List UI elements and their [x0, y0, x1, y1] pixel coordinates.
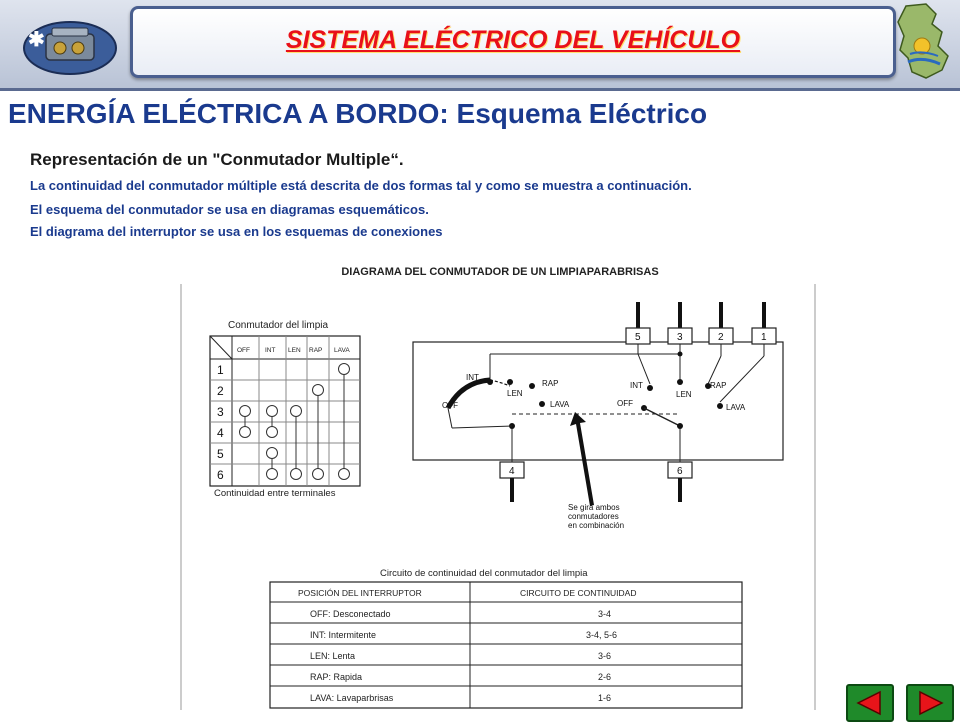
regional-map-logo-icon — [892, 2, 958, 82]
left-contact-len — [507, 379, 513, 385]
matrix-node — [240, 427, 251, 438]
table-cell-continuity: 3-6 — [598, 651, 612, 661]
table-header-position: POSICIÓN DEL INTERRUPTOR — [298, 588, 422, 598]
terminal-label-2: 2 — [718, 332, 724, 343]
terminal-label-3: 3 — [677, 332, 683, 343]
engine-logo-icon — [20, 8, 120, 78]
matrix-row-6: 6 — [217, 468, 224, 482]
left-label-len: LEN — [507, 389, 523, 398]
header-bar — [0, 0, 960, 91]
matrix-node — [291, 469, 302, 480]
switch-schematic — [413, 302, 783, 530]
table-cell-continuity: 3-4 — [598, 609, 612, 619]
previous-slide-button[interactable] — [846, 684, 894, 722]
matrix-node — [267, 427, 278, 438]
continuity-table — [270, 568, 742, 708]
junction-dot — [678, 352, 683, 357]
matrix-node — [267, 448, 278, 459]
wiper-switch-figure — [180, 284, 816, 710]
table-cell-position: LAVA: Lavaparbrisas — [310, 693, 394, 703]
description-line-1: La continuidad del conmutador múltiple está descrita de dos formas tal y como se muestra a continuación. — [30, 178, 692, 193]
right-label-rap: RAP — [710, 381, 727, 390]
table-cell-continuity: 1-6 — [598, 693, 612, 703]
left-switch-path — [490, 380, 510, 386]
matrix-node — [291, 406, 302, 417]
note-line-1: Se gira ambos — [568, 503, 620, 512]
matrix-row-3: 3 — [217, 405, 224, 419]
table-caption: Circuito de continuidad del conmutador del limpia — [380, 568, 588, 579]
right-contact-lava — [717, 403, 723, 409]
table-cell-position: INT: Intermitente — [310, 630, 377, 640]
description-line-3: El diagrama del interruptor se usa en los esquemas de conexiones — [30, 224, 443, 239]
matrix-footer: Continuidad entre terminales — [214, 488, 336, 499]
left-label-int: INT — [466, 373, 479, 382]
left-contact-lava — [539, 401, 545, 407]
right-label-len: LEN — [676, 390, 692, 399]
matrix-row-4: 4 — [217, 426, 224, 440]
internal-wire — [452, 426, 512, 428]
continuity-matrix — [210, 320, 360, 499]
description-line-2: El esquema del conmutador se usa en diagramas esquemáticos. — [30, 202, 429, 217]
matrix-corner-diagonal — [210, 336, 232, 359]
left-switch-lead — [448, 408, 452, 428]
rotation-arrow-icon — [570, 412, 594, 506]
internal-wire — [720, 356, 764, 402]
diagram-title: DIAGRAMA DEL CONMUTADOR DE UN LIMPIAPARABRISAS — [341, 266, 659, 278]
next-slide-button[interactable] — [906, 684, 954, 722]
matrix-title: Conmutador del limpia — [228, 320, 329, 331]
matrix-node — [339, 469, 350, 480]
right-label-off: OFF — [617, 399, 633, 408]
matrix-col-lava: LAVA — [334, 347, 350, 354]
terminal-label-6: 6 — [677, 466, 683, 477]
internal-wire — [638, 354, 650, 384]
matrix-col-len: LEN — [288, 347, 301, 354]
header-title: SISTEMA ELÉCTRICO DEL VEHÍCULO — [285, 26, 741, 54]
matrix-node — [267, 406, 278, 417]
left-label-lava: LAVA — [550, 400, 570, 409]
triangle-right-icon — [908, 686, 952, 720]
switch-housing — [413, 342, 783, 460]
svg-text:✱: ✱ — [28, 29, 45, 51]
matrix-node — [267, 469, 278, 480]
left-label-off: OFF — [442, 401, 458, 410]
note-line-3: en combinación — [568, 521, 625, 530]
terminal-label-1: 1 — [761, 332, 767, 343]
table-cell-continuity: 3-4, 5-6 — [586, 630, 618, 640]
matrix-node — [313, 385, 324, 396]
table-cell-continuity: 2-6 — [598, 672, 612, 682]
table-cell-position: OFF: Desconectado — [310, 609, 391, 619]
table-header-continuity: CIRCUITO DE CONTINUIDAD — [520, 588, 637, 598]
page-title: ENERGÍA ELÉCTRICA A BORDO: Esquema Eléctrico — [8, 98, 708, 129]
junction-dot — [677, 423, 683, 429]
right-contact-int — [647, 385, 653, 391]
matrix-col-int: INT — [265, 347, 276, 354]
terminal-label-4: 4 — [509, 466, 515, 477]
matrix-row-2: 2 — [217, 384, 224, 398]
left-label-rap: RAP — [542, 379, 559, 388]
matrix-col-rap: RAP — [309, 347, 323, 354]
title-panel — [130, 6, 896, 78]
table-frame — [270, 582, 742, 708]
matrix-node — [240, 406, 251, 417]
left-contact-int — [487, 379, 493, 385]
matrix-row-5: 5 — [217, 447, 224, 461]
terminal-label-5: 5 — [635, 332, 641, 343]
matrix-row-1: 1 — [217, 363, 224, 377]
triangle-left-icon — [848, 686, 892, 720]
section-subtitle: Representación de un "Conmutador Multiple“. — [30, 150, 404, 169]
left-contact-rap — [529, 383, 535, 389]
internal-wire — [708, 356, 721, 384]
matrix-node — [313, 469, 324, 480]
right-contact-len — [677, 379, 683, 385]
figure-canvas — [180, 284, 816, 710]
right-switch-arm — [644, 408, 680, 426]
matrix-col-off: OFF — [237, 347, 250, 354]
table-cell-position: RAP: Rapida — [310, 672, 363, 682]
note-line-2: conmutadores — [568, 512, 619, 521]
matrix-node — [339, 364, 350, 375]
right-label-int: INT — [630, 381, 643, 390]
right-label-lava: LAVA — [726, 403, 746, 412]
table-cell-position: LEN: Lenta — [310, 651, 356, 661]
